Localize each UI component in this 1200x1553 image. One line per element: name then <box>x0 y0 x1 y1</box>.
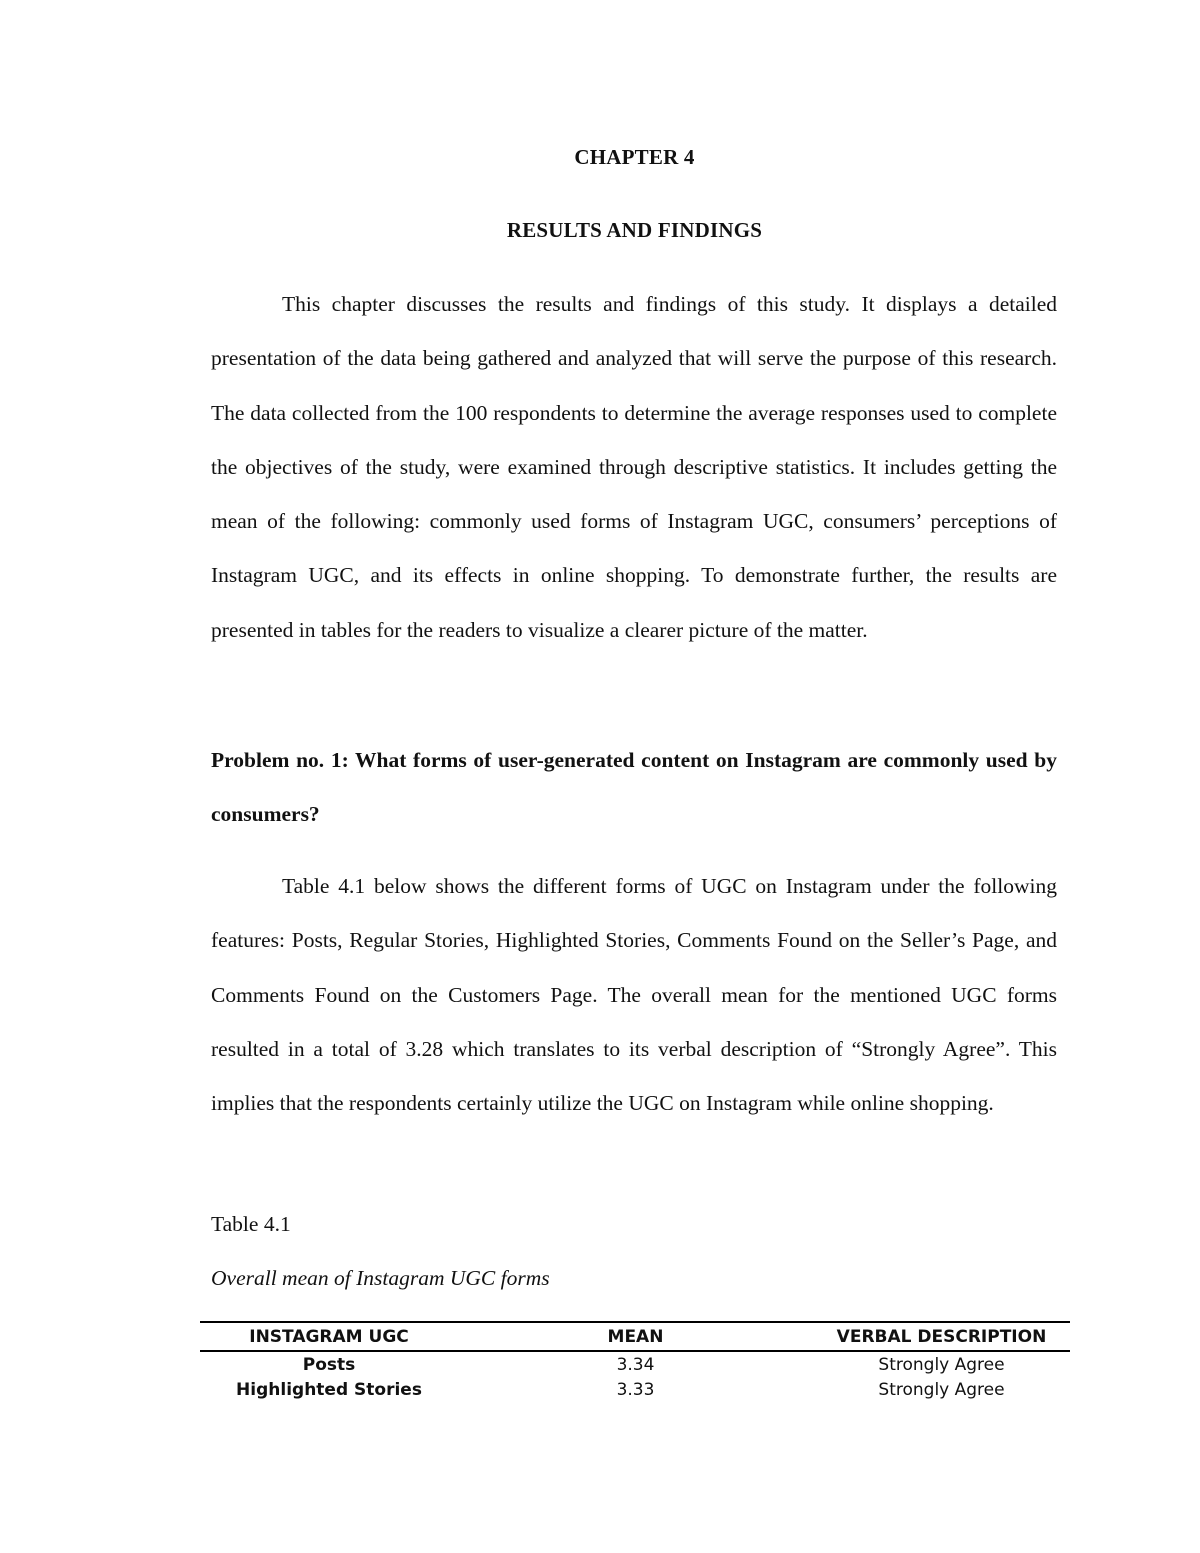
section-title: RESULTS AND FINDINGS <box>506 218 763 242</box>
table-row <box>200 1351 1070 1377</box>
header-mean: MEAN <box>458 1322 813 1351</box>
cell-ugc: Highlighted Stories <box>236 1379 422 1400</box>
table-description-paragraph: Table 4.1 below shows the different forms of UGC on Instagram under the following features: Posts, Regular Stories, Highlighted Stories, Comments Found on the Seller’s Page, and Comments Found on the Customers Page. The overall mean for the mentioned UGC forms resulted in a total of 3.28 which translates to its verbal description of “Strongly Agree”. This implies that the respondents certainly utilize the UGC on Instagram while online shopping. <box>211 874 1057 1116</box>
table-header-row <box>200 1322 1070 1351</box>
cell-mean: 3.34 <box>616 1354 655 1375</box>
ugc-mean-table <box>200 1321 1070 1402</box>
table-caption: Overall mean of Instagram UGC forms <box>211 1266 550 1290</box>
header-instagram-ugc: INSTAGRAM UGC <box>200 1322 458 1351</box>
table-row <box>200 1377 1070 1402</box>
header-verbal-description: VERBAL DESCRIPTION <box>813 1322 1070 1351</box>
table-label: Table 4.1 <box>211 1212 291 1236</box>
chapter-title: CHAPTER 4 <box>574 145 695 169</box>
cell-ugc: Posts <box>302 1354 356 1375</box>
intro-paragraph: This chapter discusses the results and findings of this study. It displays a detailed presentation of the data being gathered and analyzed that will serve the purpose of this research. The data collected from the 100 respondents to determine the average responses used to complete the objectives of the study, were examined through descriptive statistics. It includes getting the mean of the following: commonly used forms of Instagram UGC, consumers’ perceptions of Instagram UGC, and its effects in online shopping. To demonstrate further, the results are presented in tables for the readers to visualize a clearer picture of the matter. <box>211 292 1057 642</box>
cell-verbal: Strongly Agree <box>878 1379 1005 1400</box>
cell-verbal: Strongly Agree <box>878 1354 1005 1375</box>
problem-heading: Problem no. 1: What forms of user-generated content on Instagram are commonly used by consumers? <box>211 748 1057 827</box>
cell-mean: 3.33 <box>616 1379 655 1400</box>
